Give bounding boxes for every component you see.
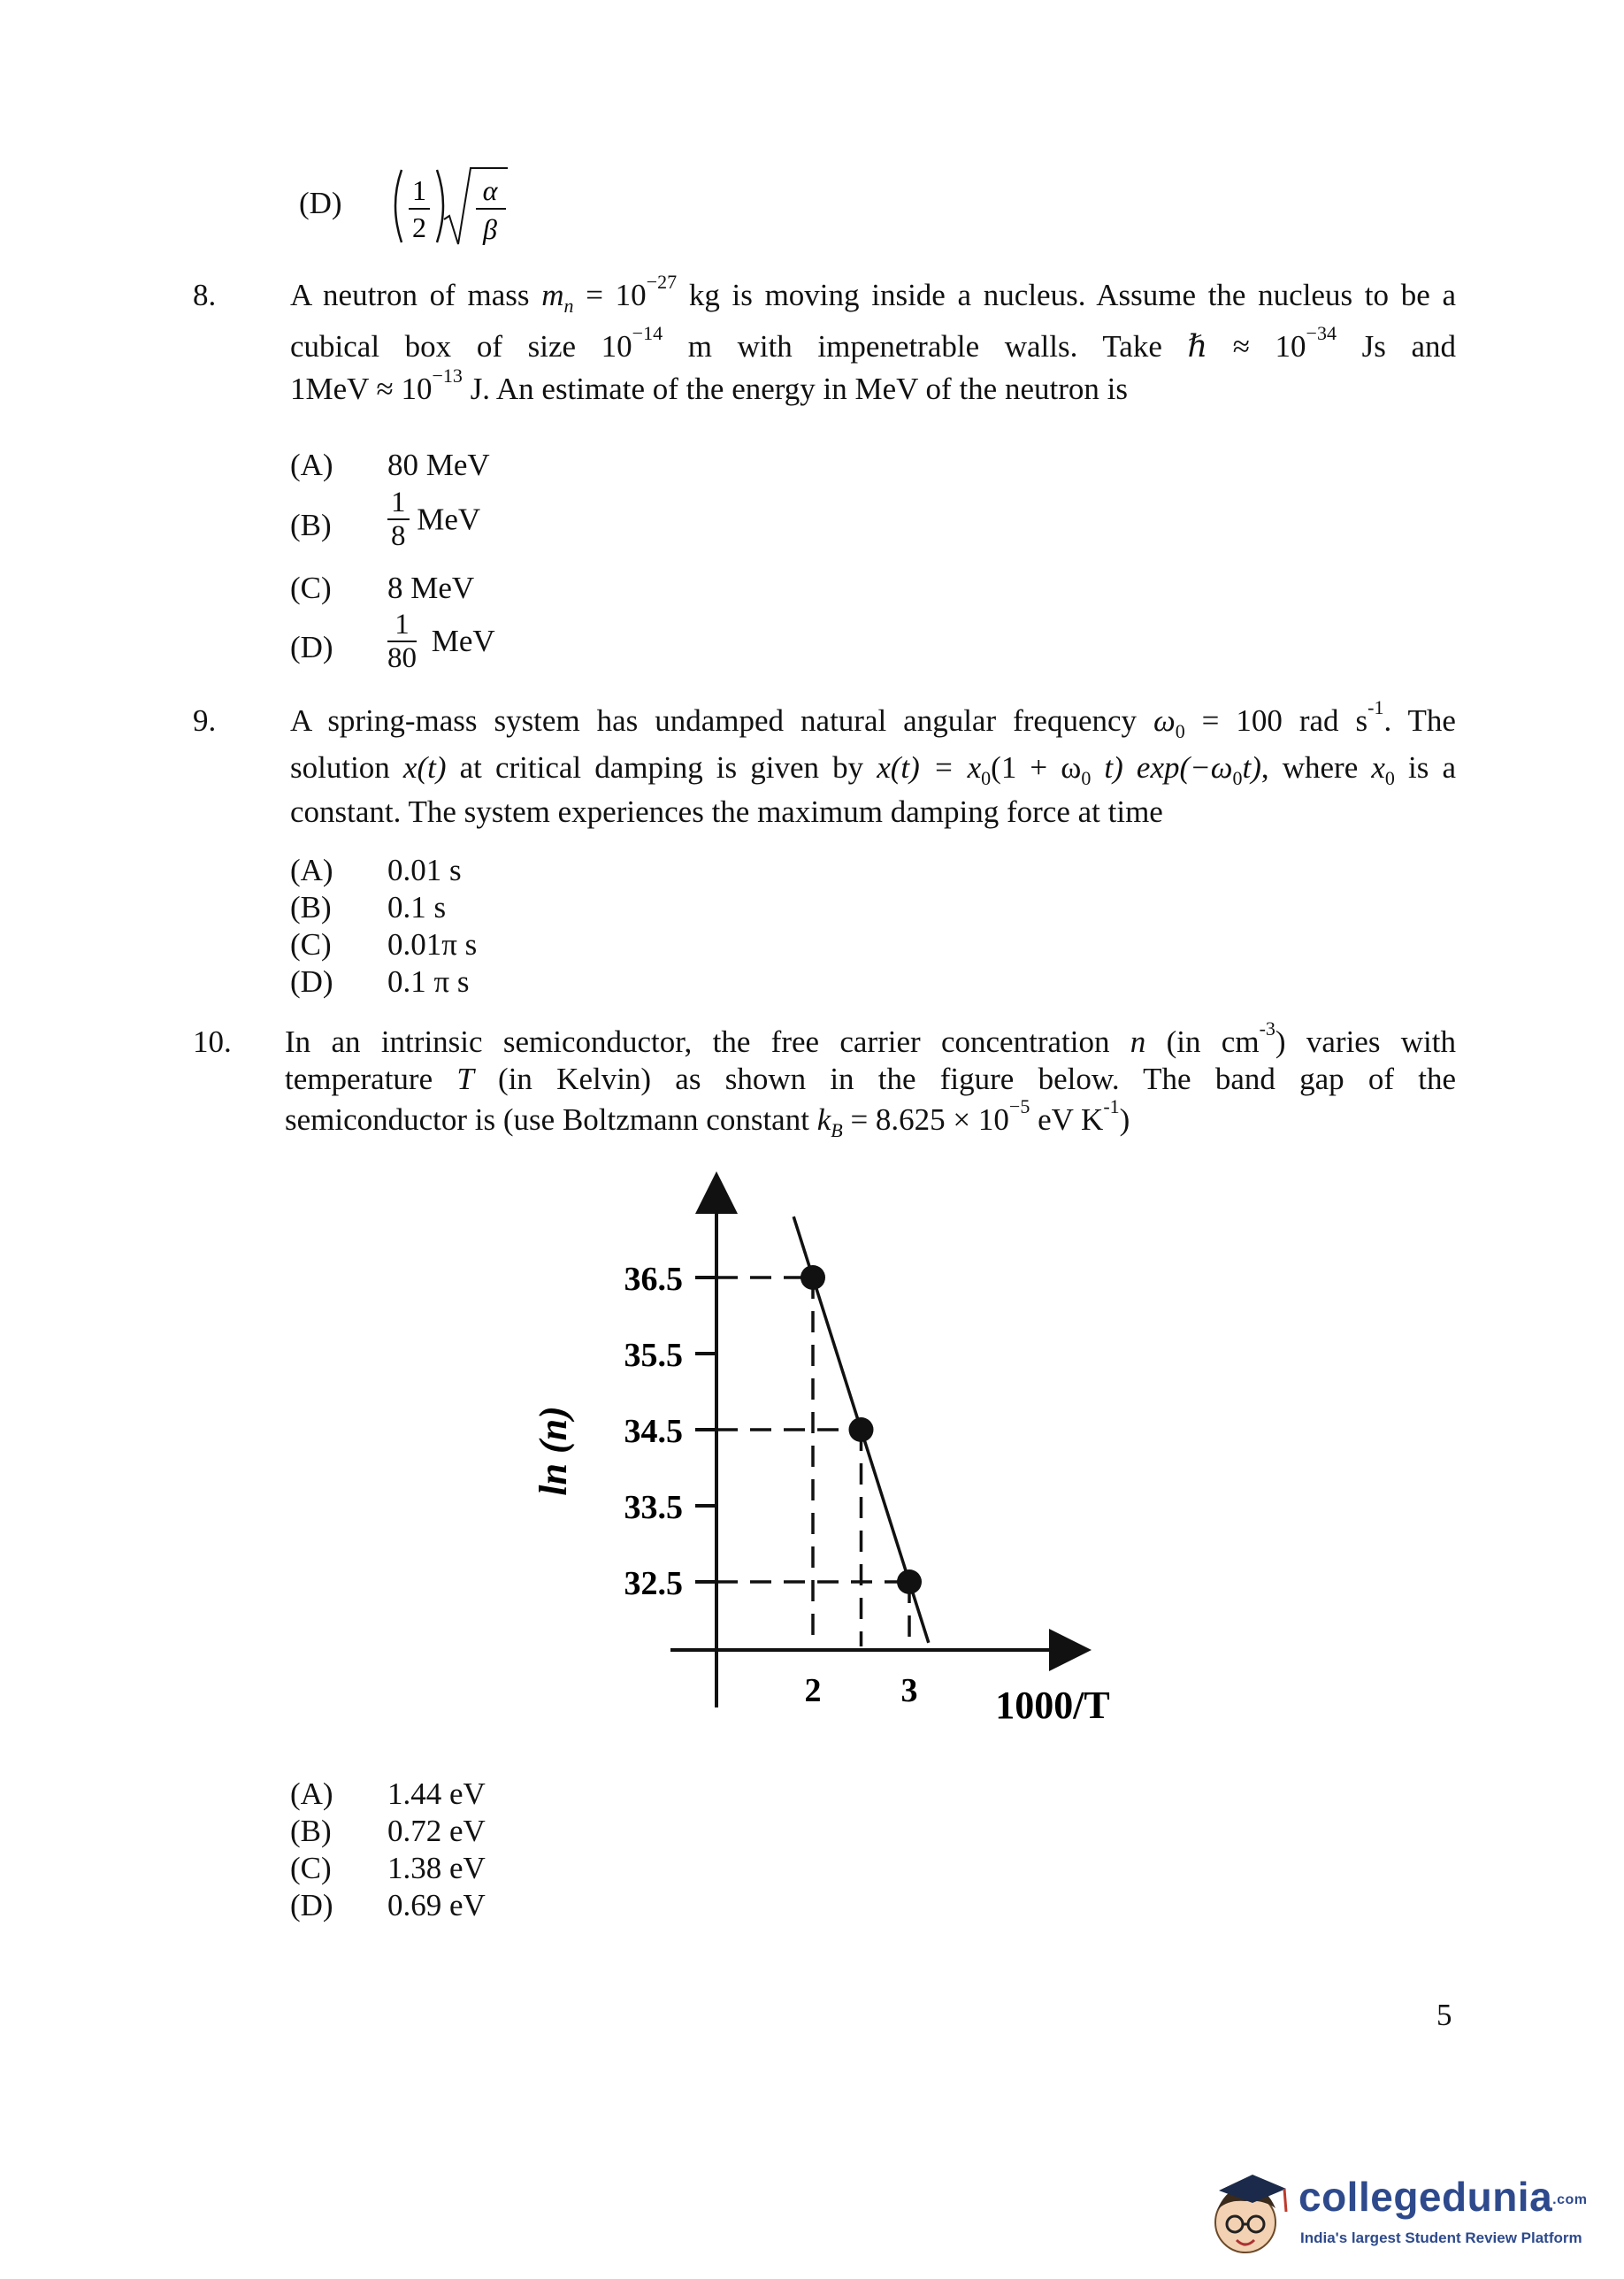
- q8-line-3: $1MeV \approx 10^{-13}$ J. An estimate of the energy in MeV of the neutron is: [290, 364, 1128, 406]
- band-gap-chart: [531, 1168, 1115, 1752]
- svg-text:β: β: [483, 213, 497, 245]
- y-tick-label: 35.5: [624, 1337, 683, 1374]
- q8-option-c-value: 8 MeV: [387, 571, 475, 605]
- data-point: [897, 1569, 922, 1594]
- y-axis-label: ln (n): [532, 1406, 575, 1496]
- x-axis-label: 1000/T: [995, 1684, 1110, 1727]
- q7-option-d-expression: [386, 163, 509, 256]
- q8-option-b-label: (B): [290, 508, 332, 542]
- q10-line-3: semiconductor is (use Boltzmann constant $k_B = 8.625 \times 10^{-5}$ eV $K^{-1}$): [285, 1095, 1130, 1141]
- q10-option-d-value: 0.69 eV: [387, 1888, 486, 1922]
- axis-ticks: [624, 1261, 918, 1709]
- q10-line-2: temperature T (in Kelvin) as shown in the figure below. The band gap of the: [285, 1062, 1456, 1096]
- y-tick-label: 32.5: [624, 1565, 683, 1602]
- data-point: [849, 1417, 874, 1442]
- q9-option-a-value: 0.01 s: [387, 853, 462, 887]
- y-tick-label: 34.5: [624, 1413, 683, 1450]
- y-tick-label: 33.5: [624, 1489, 683, 1526]
- q8-line-1: A neutron of mass $m_n = 10^{-27}$ kg is moving inside a nucleus. Assume the nucleus to be a: [290, 271, 1456, 317]
- q10-number: 10.: [193, 1024, 232, 1059]
- q9-option-a-label: (A): [290, 853, 333, 887]
- q8-option-c-label: (C): [290, 571, 332, 605]
- q8-option-a-label: (A): [290, 448, 333, 482]
- q10-option-a-label: (A): [290, 1776, 333, 1811]
- q10-option-b-value: 0.72 eV: [387, 1814, 486, 1848]
- q10-option-a-value: 1.44 eV: [387, 1776, 486, 1811]
- y-tick-label: 36.5: [624, 1261, 683, 1298]
- q9-option-b-label: (B): [290, 890, 332, 925]
- q9-option-c-value: 0.01π s: [387, 927, 478, 962]
- collegedunia-logo[interactable]: [1201, 2168, 1590, 2265]
- q10-option-b-label: (B): [290, 1814, 332, 1848]
- q9-option-d-value: 0.1 π s: [387, 964, 470, 999]
- q9-line-1: A spring-mass system has undamped natural angular frequency $\omega_0 = 100$ rad $s^{-1}$. The: [290, 696, 1456, 742]
- x-tick-label: 2: [804, 1672, 822, 1709]
- q8-option-d-label: (D): [290, 630, 333, 664]
- q7-option-d-label: (D): [299, 186, 342, 220]
- brand-tagline: India's largest Student Review Platform: [1300, 2229, 1582, 2246]
- q9-option-b-value: 0.1 s: [387, 890, 447, 925]
- q8-option-d-value: $\frac{1}{80}$ MeV: [387, 609, 495, 675]
- q10-option-c-value: 1.38 eV: [387, 1851, 486, 1885]
- q9-option-c-label: (C): [290, 927, 332, 962]
- svg-text:2: 2: [412, 211, 426, 243]
- q8-number: 8.: [193, 278, 217, 312]
- q10-option-d-label: (D): [290, 1888, 333, 1922]
- data-point: [801, 1265, 825, 1290]
- brand-name: collegedunia.com: [1298, 2174, 1588, 2220]
- x-tick-label: 3: [900, 1672, 918, 1709]
- svg-text:1: 1: [412, 174, 426, 206]
- q9-line-3: constant. The system experiences the maximum damping force at time: [290, 794, 1163, 829]
- q7-option-d-formula: [386, 163, 509, 251]
- q8-line-2: cubical box of size $10^{-14}$ m with impenetrable walls. Take ℏ ≈ $10^{-34}$ Js and: [290, 322, 1457, 364]
- guide-lines: [716, 1278, 909, 1646]
- q10-option-c-label: (C): [290, 1851, 332, 1885]
- page-number: 5: [1436, 1998, 1452, 2032]
- mascot-icon: [1201, 2168, 1298, 2265]
- q9-line-2: solution x(t) at critical damping is given by $x(t) = x_0(1 + \omega_0$ t) $\exp(-\omega_0t)$, where $x_0$ is a: [290, 750, 1456, 789]
- q10-line-1: In an intrinsic semiconductor, the free carrier concentration n (in $cm^{-3}$) varies with: [285, 1017, 1457, 1059]
- svg-text:α: α: [482, 174, 498, 206]
- q8-option-a-value: 80 MeV: [387, 448, 490, 482]
- q8-option-b-value: $\frac{1}{8}$ MeV: [387, 487, 480, 553]
- q9-number: 9.: [193, 703, 217, 738]
- q9-option-d-label: (D): [290, 964, 333, 999]
